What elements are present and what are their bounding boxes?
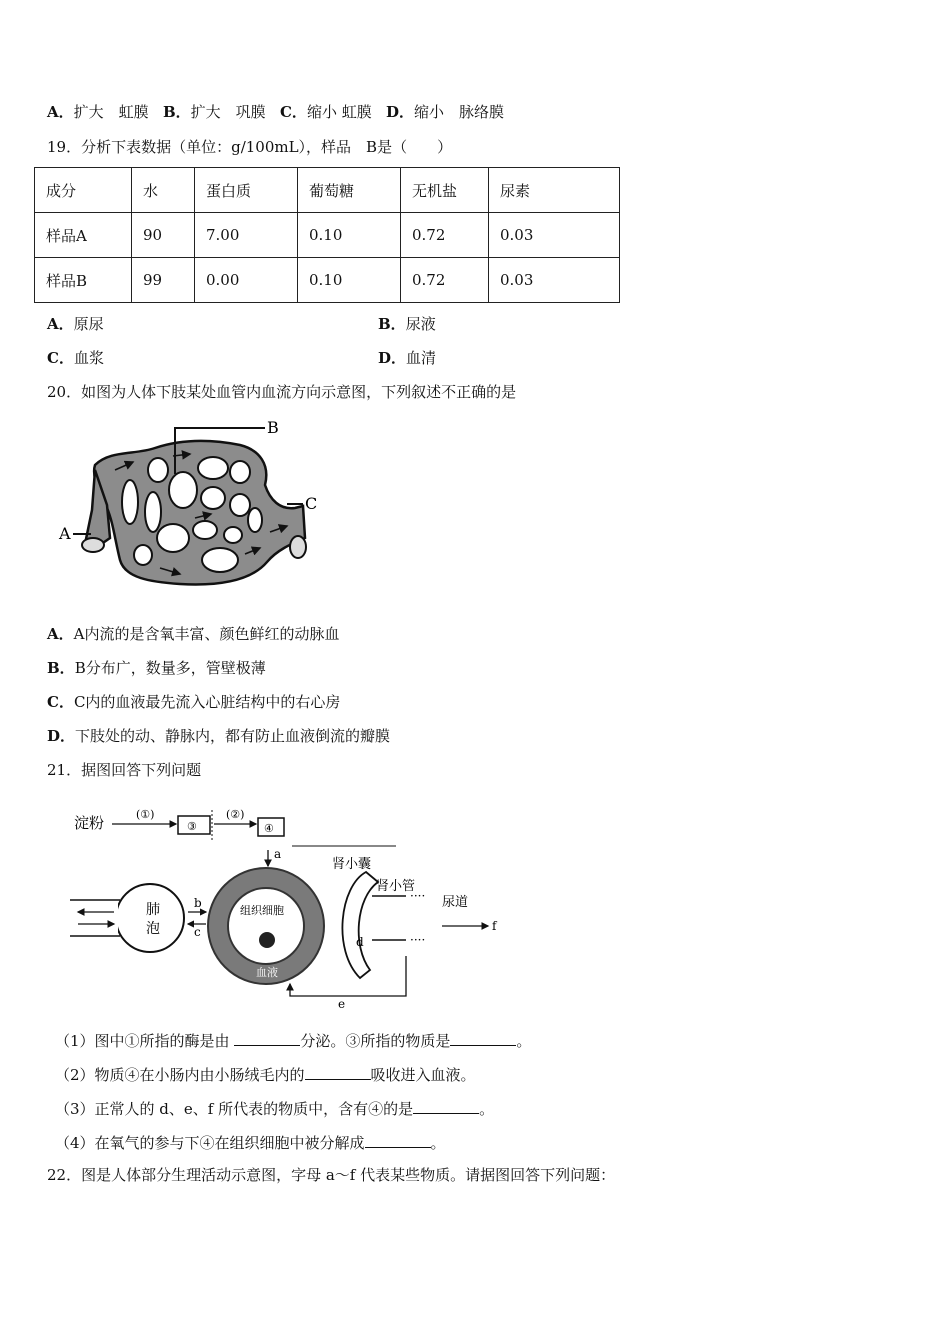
- q19-option-b: 尿液: [405, 315, 436, 333]
- label-c: c: [194, 925, 201, 939]
- q21-sub-4-text: （4）在氧气的参与下④在组织细胞中被分解成: [55, 1134, 365, 1152]
- q18-option-a: 扩大 虹膜: [73, 103, 149, 121]
- q19-option-c-line: [47, 348, 104, 368]
- q19-option-b-label: B．: [378, 315, 406, 333]
- q18-options: [47, 102, 504, 122]
- q19-option-c: 血浆: [73, 349, 104, 367]
- label-capsule: 肾小囊: [332, 857, 372, 872]
- label-tubule: 肾小管: [376, 879, 416, 894]
- q19-option-a-label: A．: [47, 315, 74, 333]
- table-header-row: [35, 168, 620, 213]
- q20-option-a: A内流的是含氧丰富、颜色鲜红的动脉血: [73, 625, 340, 643]
- q19-option-b-line: [378, 314, 436, 334]
- table-header-cell: 尿素: [489, 168, 620, 213]
- q18-option-d-label: D．: [386, 103, 415, 121]
- table-cell: 0.10: [298, 258, 401, 303]
- q19-option-a-line: [47, 314, 104, 334]
- label-b: B: [267, 418, 279, 437]
- q18-option-b-label: B．: [162, 103, 191, 121]
- label-alveolus-1: 肺: [146, 902, 160, 918]
- table-row: [35, 258, 620, 303]
- label-a: A: [59, 524, 71, 543]
- q19-option-a: 原尿: [73, 315, 104, 333]
- q18-option-c-label: C．: [279, 103, 307, 121]
- label-a: a: [274, 847, 282, 861]
- q19-data-table: [34, 167, 620, 303]
- label-e: e: [338, 997, 346, 1010]
- q19-option-d-line: [378, 348, 436, 368]
- table-cell: 样品B: [35, 258, 132, 303]
- box-3-label: ③: [187, 820, 197, 833]
- table-row: [35, 213, 620, 258]
- q21-sub-1-mid: 分泌。③所指的物质是: [300, 1032, 451, 1050]
- q21-sub-3-end: 。: [479, 1100, 495, 1118]
- label-tissue-cell: 组织细胞: [240, 904, 284, 917]
- q20-option-a-label: A．: [47, 625, 74, 643]
- q20-option-d-line: [47, 726, 390, 746]
- q21-sub-4-end: 。: [430, 1134, 446, 1152]
- q19-stem: 19．分析下表数据（单位：g/100mL），样品 B是（ ）: [47, 138, 453, 156]
- q21-sub-3: [55, 1097, 494, 1119]
- q20-option-b: B分布广，数量多，管壁极薄: [74, 659, 266, 677]
- q20-option-c-line: [47, 692, 340, 712]
- table-cell: 0.72: [401, 258, 489, 303]
- table-header-cell: 水: [132, 168, 195, 213]
- alveolus: [116, 884, 184, 952]
- q21-sub-1-text: （1）图中①所指的酶是由: [55, 1032, 235, 1050]
- label-f: f: [492, 919, 497, 933]
- q20-option-b-label: B．: [47, 659, 75, 677]
- box-4-label: ④: [264, 822, 274, 835]
- answer-blank[interactable]: [450, 1029, 516, 1046]
- q20-option-b-line: [47, 658, 266, 678]
- table-cell: 0.00: [195, 258, 298, 303]
- answer-blank[interactable]: [365, 1131, 431, 1148]
- q20-option-c: C内的血液最先流入心脏结构中的右心房: [73, 693, 341, 711]
- tissue-cell: [228, 888, 304, 964]
- physiology-figure: [70, 800, 510, 1010]
- table-cell: 样品A: [35, 213, 132, 258]
- label-b: b: [194, 896, 202, 910]
- q22-stem: 22．图是人体部分生理活动示意图，字母 a～f 代表某些物质。请据图回答下列问题：: [47, 1166, 616, 1184]
- table-header-cell: 成分: [35, 168, 132, 213]
- label-starch: 淀粉: [74, 814, 105, 832]
- renal-capsule: [342, 872, 378, 978]
- q21-sub-1-end: 。: [516, 1032, 532, 1050]
- q19-option-d-label: D．: [378, 349, 407, 367]
- table-cell: 90: [132, 213, 195, 258]
- blood-vessel-figure: [55, 410, 335, 600]
- q21-sub-2: [55, 1063, 476, 1085]
- table-cell: 99: [132, 258, 195, 303]
- label-step2: (②): [226, 808, 245, 821]
- q21-sub-2-end: 吸收进入血液。: [370, 1066, 476, 1084]
- q21-stem: 21．据图回答下列问题: [47, 761, 202, 779]
- table-cell: 0.72: [401, 213, 489, 258]
- q20-option-d: 下肢处的动、静脉内，都有防止血液倒流的瓣膜: [75, 727, 391, 745]
- q21-sub-4: [55, 1131, 446, 1153]
- q18-option-d: 缩小 脉络膜: [414, 103, 505, 121]
- label-urethra: 尿道: [442, 895, 469, 910]
- label-c: C: [305, 494, 318, 513]
- q19-option-d: 血清: [406, 349, 437, 367]
- table-cell: 0.03: [489, 213, 620, 258]
- q20-option-c-label: C．: [47, 693, 74, 711]
- table-header-cell: 葡萄糖: [298, 168, 401, 213]
- answer-blank[interactable]: [413, 1097, 479, 1114]
- table-cell: 7.00: [195, 213, 298, 258]
- answer-blank[interactable]: [234, 1029, 300, 1046]
- table-cell: 0.10: [298, 213, 401, 258]
- dots-upper: ····: [410, 889, 426, 903]
- label-d: d: [356, 935, 364, 949]
- q19-option-c-label: C．: [47, 349, 74, 367]
- q20-stem: 20．如图为人体下肢某处血管内血流方向示意图，下列叙述不正确的是: [47, 383, 517, 401]
- q20-option-a-line: [47, 624, 339, 644]
- q21-sub-2-text: （2）物质④在小肠内由小肠绒毛内的: [55, 1066, 305, 1084]
- table-header-cell: 蛋白质: [195, 168, 298, 213]
- label-blood: 血液: [256, 966, 278, 979]
- label-alveolus-2: 泡: [146, 921, 160, 937]
- answer-blank[interactable]: [305, 1063, 371, 1080]
- table-header-cell: 无机盐: [401, 168, 489, 213]
- q20-option-d-label: D．: [47, 727, 76, 745]
- label-step1: (①): [136, 808, 155, 821]
- table-cell: 0.03: [489, 258, 620, 303]
- q18-option-c: 缩小 虹膜: [306, 103, 372, 121]
- q18-option-b: 扩大 巩膜: [190, 103, 266, 121]
- q21-sub-1: [55, 1029, 531, 1051]
- q21-sub-3-text: （3）正常人的 d、e、f 所代表的物质中，含有④的是: [55, 1100, 414, 1118]
- q18-option-a-label: A．: [47, 103, 74, 121]
- dots-lower: ····: [410, 933, 426, 947]
